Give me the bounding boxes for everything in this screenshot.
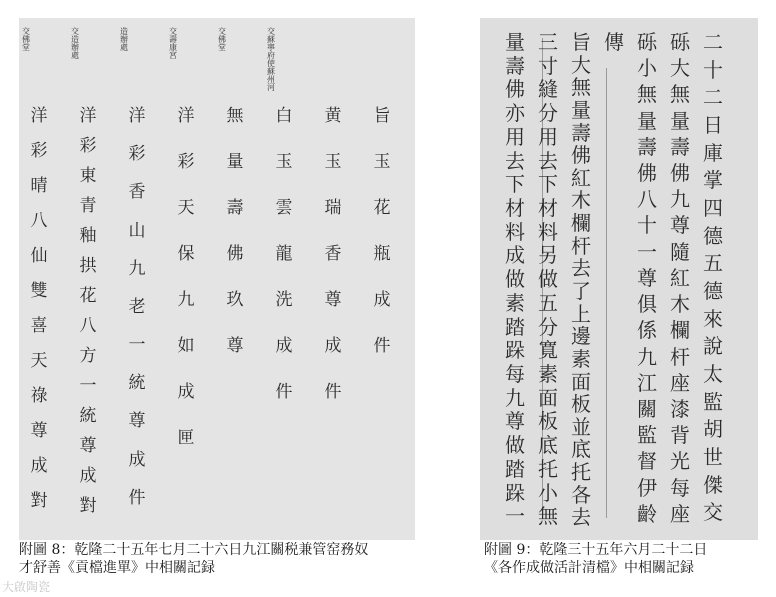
column-character: 座 bbox=[670, 501, 690, 526]
column-character: 料 bbox=[538, 219, 558, 244]
column-character: 彩 bbox=[30, 141, 48, 161]
column-character: 下 bbox=[538, 172, 558, 197]
column-character: 胡 bbox=[703, 417, 723, 442]
column-character: 雙 bbox=[30, 281, 48, 301]
column-character: 砾 bbox=[637, 30, 657, 54]
column-character: 統 bbox=[128, 373, 146, 394]
column-character: 無 bbox=[571, 75, 591, 100]
column-character: 量 bbox=[571, 97, 591, 122]
column-character: 八 bbox=[637, 187, 657, 212]
column-character: 各 bbox=[571, 482, 591, 507]
column-character: 佛 bbox=[505, 77, 525, 102]
column-character: 佛 bbox=[670, 161, 690, 186]
column-character: 大 bbox=[571, 52, 591, 77]
column-character: 背 bbox=[670, 423, 690, 448]
column-character: 傳 bbox=[604, 30, 624, 54]
column-character: 天 bbox=[30, 351, 48, 371]
column-character: 成 bbox=[275, 336, 293, 356]
column-character: 十 bbox=[637, 213, 657, 238]
column-character: 底 bbox=[538, 433, 558, 458]
caption-line: 附圖 9：乾隆三十五年六月二十二日 bbox=[484, 542, 708, 558]
column-character: 五 bbox=[538, 290, 558, 315]
column-character: 大 bbox=[670, 56, 690, 81]
column-character: 一 bbox=[637, 239, 657, 264]
column-character: 件 bbox=[324, 382, 342, 402]
column-character: 掌 bbox=[703, 168, 723, 193]
column-character: 監 bbox=[703, 389, 723, 414]
column-character: 成 bbox=[79, 466, 97, 486]
column-annotation: 處 bbox=[120, 43, 128, 52]
column-annotation: 寧 bbox=[267, 43, 275, 52]
column-annotation: 交 bbox=[71, 27, 79, 36]
column-character: 江 bbox=[637, 370, 657, 395]
column-character: 底 bbox=[571, 437, 591, 462]
column-character: 壽 bbox=[670, 134, 690, 159]
column-character: 分 bbox=[538, 314, 558, 339]
column-annotation: 堂 bbox=[22, 43, 30, 52]
column-character: 成 bbox=[373, 290, 391, 310]
column-character: 素 bbox=[571, 346, 591, 371]
column-character: 香 bbox=[324, 244, 342, 264]
column-character: 對 bbox=[79, 496, 97, 516]
column-character: 壽 bbox=[637, 134, 657, 159]
column-character: 祿 bbox=[30, 386, 48, 406]
column-annotation: 蘇 bbox=[267, 67, 275, 76]
column-character: 二 bbox=[703, 30, 723, 54]
figure-8-caption bbox=[19, 541, 368, 577]
column-character: 庫 bbox=[703, 140, 723, 165]
column-character: 素 bbox=[505, 290, 525, 315]
column-character: 成 bbox=[128, 449, 146, 470]
column-character: 俱 bbox=[637, 292, 657, 317]
column-annotation: 辦 bbox=[120, 35, 128, 44]
column-character: 量 bbox=[670, 108, 690, 133]
column-character: 邊 bbox=[571, 324, 591, 349]
column-character: 瑞 bbox=[324, 198, 342, 218]
column-character: 壽 bbox=[226, 198, 244, 218]
column-character: 去 bbox=[505, 148, 525, 173]
column-character: 面 bbox=[571, 369, 591, 394]
column-character: 砾 bbox=[670, 30, 690, 54]
column-character: 寸 bbox=[538, 53, 558, 78]
column-character: 佛 bbox=[571, 143, 591, 168]
column-character: 做 bbox=[505, 267, 525, 292]
column-character: 跺 bbox=[505, 480, 525, 505]
column-character: 成 bbox=[177, 382, 195, 402]
column-character: 彩 bbox=[128, 144, 146, 165]
column-character: 素 bbox=[538, 362, 558, 386]
figure-8-scan bbox=[19, 18, 415, 540]
column-character: 齡 bbox=[637, 501, 657, 526]
column-character: 玉 bbox=[324, 152, 342, 172]
column-character: 紅 bbox=[571, 165, 591, 190]
column-character: 壽 bbox=[571, 120, 591, 145]
column-character: 並 bbox=[571, 414, 591, 439]
column-annotation: 宮 bbox=[169, 51, 177, 60]
watermark: 大啟陶瓷 bbox=[2, 580, 51, 594]
column-character: 去 bbox=[538, 148, 558, 173]
column-annotation: 河 bbox=[267, 83, 275, 92]
column-character: 晴 bbox=[30, 176, 48, 196]
column-character: 佛 bbox=[226, 244, 244, 264]
column-character: 青 bbox=[79, 196, 97, 216]
column-character: 花 bbox=[373, 198, 391, 218]
column-character: 量 bbox=[226, 152, 244, 172]
column-character: 洋 bbox=[177, 106, 195, 126]
column-character: 洋 bbox=[30, 106, 48, 126]
column-annotation: 交 bbox=[267, 27, 275, 36]
column-character: 傑 bbox=[703, 472, 723, 497]
column-character: 尊 bbox=[128, 411, 146, 432]
column-character: 漆 bbox=[670, 396, 690, 421]
column-character: 日 bbox=[703, 113, 723, 137]
column-annotation: 交 bbox=[169, 27, 177, 36]
column-character: 一 bbox=[79, 376, 97, 396]
column-character: 了 bbox=[571, 279, 591, 303]
column-character: 香 bbox=[128, 182, 146, 203]
column-character: 杆 bbox=[670, 344, 690, 369]
column-character: 踏 bbox=[505, 456, 525, 481]
column-character: 托 bbox=[571, 460, 591, 485]
column-character: 彩 bbox=[79, 136, 97, 156]
column-character: 木 bbox=[571, 188, 591, 213]
column-character: 亦 bbox=[505, 101, 525, 126]
column-annotation: 府 bbox=[267, 51, 275, 60]
column-character: 世 bbox=[703, 445, 723, 469]
column-character: 洋 bbox=[79, 106, 97, 126]
column-character: 瓶 bbox=[373, 244, 391, 264]
column-character: 德 bbox=[703, 279, 723, 303]
column-character: 板 bbox=[571, 392, 591, 417]
column-character: 做 bbox=[505, 433, 525, 458]
column-character: 去 bbox=[571, 505, 591, 530]
column-character: 對 bbox=[30, 491, 48, 511]
column-character: 老 bbox=[128, 296, 146, 317]
column-character: 四 bbox=[703, 196, 723, 220]
column-character: 尊 bbox=[226, 336, 244, 356]
column-annotation: 造 bbox=[120, 27, 128, 36]
column-annotation: 佛 bbox=[218, 35, 226, 44]
column-character: 紅 bbox=[670, 265, 690, 290]
column-annotation: 造 bbox=[71, 35, 79, 44]
column-character: 二 bbox=[703, 85, 723, 110]
column-character: 雲 bbox=[275, 198, 293, 218]
column-character: 隨 bbox=[670, 239, 690, 264]
column-character: 光 bbox=[670, 449, 690, 474]
column-character: 成 bbox=[505, 243, 525, 268]
column-annotation: 壽 bbox=[169, 35, 177, 44]
column-annotation: 交 bbox=[218, 27, 226, 36]
column-character: 踏 bbox=[505, 314, 525, 339]
column-character: 杆 bbox=[571, 233, 591, 258]
column-character: 山 bbox=[128, 220, 146, 241]
column-character: 伊 bbox=[637, 475, 657, 500]
column-character: 量 bbox=[637, 108, 657, 133]
column-character: 仙 bbox=[30, 246, 48, 266]
column-character: 方 bbox=[79, 346, 97, 366]
column-character: 用 bbox=[538, 124, 558, 149]
column-character: 八 bbox=[30, 211, 48, 231]
column-annotation: 使 bbox=[267, 59, 275, 68]
column-character: 花 bbox=[79, 286, 97, 306]
column-character: 無 bbox=[538, 504, 558, 529]
column-annotation: 蘇 bbox=[267, 35, 275, 44]
column-character: 無 bbox=[637, 82, 657, 107]
column-character: 說 bbox=[703, 334, 723, 359]
column-character: 三 bbox=[538, 30, 558, 54]
column-character: 旨 bbox=[373, 106, 391, 126]
column-character: 交 bbox=[703, 500, 723, 525]
column-character: 托 bbox=[538, 456, 558, 481]
column-annotation: 州 bbox=[267, 75, 275, 84]
column-character: 件 bbox=[128, 487, 146, 508]
column-character: 東 bbox=[79, 166, 97, 186]
column-character: 德 bbox=[703, 223, 723, 248]
column-character: 板 bbox=[538, 409, 558, 434]
column-character: 喜 bbox=[30, 316, 48, 336]
column-character: 每 bbox=[670, 475, 690, 500]
column-annotation: 佛 bbox=[22, 35, 30, 44]
caption-line: 附圖 8：乾隆二十五年七月二十六日九江關税兼管窑務奴 bbox=[19, 542, 369, 558]
column-character: 尊 bbox=[637, 265, 657, 290]
column-character: 去 bbox=[571, 256, 591, 281]
column-rule bbox=[606, 68, 607, 518]
column-character: 九 bbox=[637, 344, 657, 369]
caption-line: 才舒善《貢檔進單》中相關記録 bbox=[19, 560, 215, 576]
column-character: 另 bbox=[538, 243, 558, 268]
column-annotation: 辦 bbox=[71, 43, 79, 52]
column-character: 下 bbox=[505, 172, 525, 197]
column-character: 尊 bbox=[30, 421, 48, 441]
figure-9-scan bbox=[480, 18, 758, 540]
column-character: 來 bbox=[703, 306, 723, 331]
column-character: 無 bbox=[670, 82, 690, 107]
column-character: 尊 bbox=[324, 290, 342, 310]
column-character: 十 bbox=[703, 57, 723, 82]
column-character: 尊 bbox=[670, 213, 690, 238]
column-character: 龍 bbox=[275, 244, 293, 264]
column-character: 五 bbox=[703, 251, 723, 276]
column-character: 督 bbox=[637, 449, 657, 474]
column-character: 洗 bbox=[275, 290, 293, 310]
column-character: 九 bbox=[505, 385, 525, 410]
column-character: 上 bbox=[571, 301, 591, 326]
column-character: 材 bbox=[538, 196, 558, 220]
column-character: 九 bbox=[670, 187, 690, 212]
column-character: 縫 bbox=[538, 77, 558, 102]
column-character: 係 bbox=[637, 318, 657, 343]
column-character: 統 bbox=[79, 406, 97, 426]
column-character: 天 bbox=[177, 198, 195, 218]
column-character: 八 bbox=[79, 316, 97, 336]
column-character: 無 bbox=[226, 106, 244, 126]
column-character: 欄 bbox=[571, 211, 591, 236]
column-character: 件 bbox=[275, 382, 293, 402]
column-character: 玉 bbox=[275, 152, 293, 172]
column-annotation: 處 bbox=[71, 51, 79, 60]
column-character: 料 bbox=[505, 219, 525, 244]
column-character: 一 bbox=[128, 335, 146, 356]
column-character: 拱 bbox=[79, 256, 97, 276]
column-character: 面 bbox=[538, 385, 558, 410]
column-character: 洋 bbox=[128, 106, 146, 126]
column-character: 彩 bbox=[177, 152, 195, 172]
column-character: 座 bbox=[670, 370, 690, 395]
figure-9-caption bbox=[484, 541, 707, 577]
column-character: 成 bbox=[324, 336, 342, 356]
column-character: 釉 bbox=[79, 226, 97, 246]
column-annotation: 交 bbox=[22, 27, 30, 36]
column-character: 每 bbox=[505, 362, 525, 386]
column-character: 玉 bbox=[373, 152, 391, 172]
column-character: 玖 bbox=[226, 290, 244, 310]
column-character: 白 bbox=[275, 106, 293, 126]
column-character: 小 bbox=[538, 480, 558, 505]
column-character: 匣 bbox=[177, 428, 195, 448]
column-character: 件 bbox=[373, 336, 391, 356]
column-character: 材 bbox=[505, 196, 525, 220]
caption-line: 《各作成做活計清檔》中相關記録 bbox=[484, 560, 694, 576]
column-character: 尊 bbox=[505, 409, 525, 434]
column-character: 成 bbox=[30, 456, 48, 476]
column-character: 量 bbox=[505, 30, 525, 54]
column-character: 關 bbox=[637, 396, 657, 421]
column-character: 跺 bbox=[505, 338, 525, 363]
column-character: 九 bbox=[128, 258, 146, 279]
column-character: 如 bbox=[177, 336, 195, 356]
column-character: 監 bbox=[637, 423, 657, 448]
column-character: 黄 bbox=[324, 106, 342, 126]
column-character: 欄 bbox=[670, 318, 690, 343]
column-character: 用 bbox=[505, 124, 525, 149]
column-character: 小 bbox=[637, 56, 657, 81]
column-character: 木 bbox=[670, 292, 690, 317]
column-character: 九 bbox=[177, 290, 195, 310]
column-character: 一 bbox=[505, 504, 525, 529]
column-annotation: 堂 bbox=[218, 43, 226, 52]
column-character: 壽 bbox=[505, 53, 525, 78]
column-character: 佛 bbox=[637, 161, 657, 186]
column-annotation: 康 bbox=[169, 43, 177, 52]
column-character: 寬 bbox=[538, 338, 558, 363]
column-character: 做 bbox=[538, 267, 558, 292]
column-character: 太 bbox=[703, 362, 723, 386]
column-character: 保 bbox=[177, 244, 195, 264]
column-character: 分 bbox=[538, 101, 558, 126]
column-character: 尊 bbox=[79, 436, 97, 456]
column-character: 旨 bbox=[571, 30, 591, 54]
